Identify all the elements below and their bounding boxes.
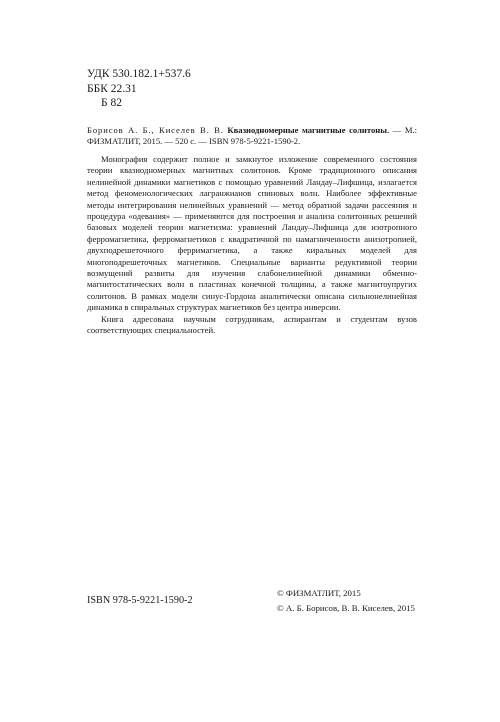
copyright-publisher: © ФИЗМАТЛИТ, 2015 [277, 588, 361, 598]
annotation [87, 154, 417, 337]
bbk-code: ББК 22.31 [87, 82, 137, 95]
copyright-authors: © А. Б. Борисов, В. В. Киселев, 2015 [277, 602, 415, 613]
citation-authors: Борисов А. Б., Киселев В. В. [87, 125, 224, 135]
annotation-paragraph: Книга адресована научным сотрудникам, аспирантам и студентам вузов соответствующих специальностей. [87, 313, 417, 336]
annotation-paragraph: Монография содержит полное и замкнутое изложение современного состояния теории квазиодномерных магнитных солитонов. Кроме традиционного описания нелинейной динамики магнетиков с помощью уравнений Ландау–Лифшица, излагается метод феноменологических лагранжианов спиновых волн. Наиболее эффективные методы интегрирования нелинейных уравнений — метод обратной задачи рассеяния и процедура «одевания» — применяются для построения и анализа солитонных решений базовых моделей теории магнетизма: уравнений Ландау–Лифшица для изотропного ферромагнетика, ферромагнетиков с квадратичной по намагниченности анизотропией, двухподрешеточного ферримагнетика, а также киральных моделей для многоподрешеточных магнетиков. Специальные варианты редуктивной теории возмущений развиты для изучения слабонелинейной динамики обменно-магнитостатических волн в пластинах конечной толщины, а также магнитоупругих солитонов. В рамках модели синус-Гордона аналитически описана сильнонелинейная динамика в спиральных структурах магнетиков без центра инверсии. [87, 154, 417, 313]
citation-title: Квазиодномерные магнитные солитоны. [227, 125, 390, 135]
bibliographic-citation [87, 125, 417, 148]
citation-imprint: — М.: ФИЗМАТЛИТ, 2015. — 520 с. — ISBN 978-5-9221-1590-2. [87, 125, 418, 147]
isbn: ISBN 978-5-9221-1590-2 [87, 595, 193, 606]
copyright-block [277, 586, 415, 615]
classification-codes [87, 67, 191, 111]
author-mark: Б 82 [101, 97, 122, 109]
udk-code: УДК 530.182.1+537.6 [87, 68, 191, 80]
